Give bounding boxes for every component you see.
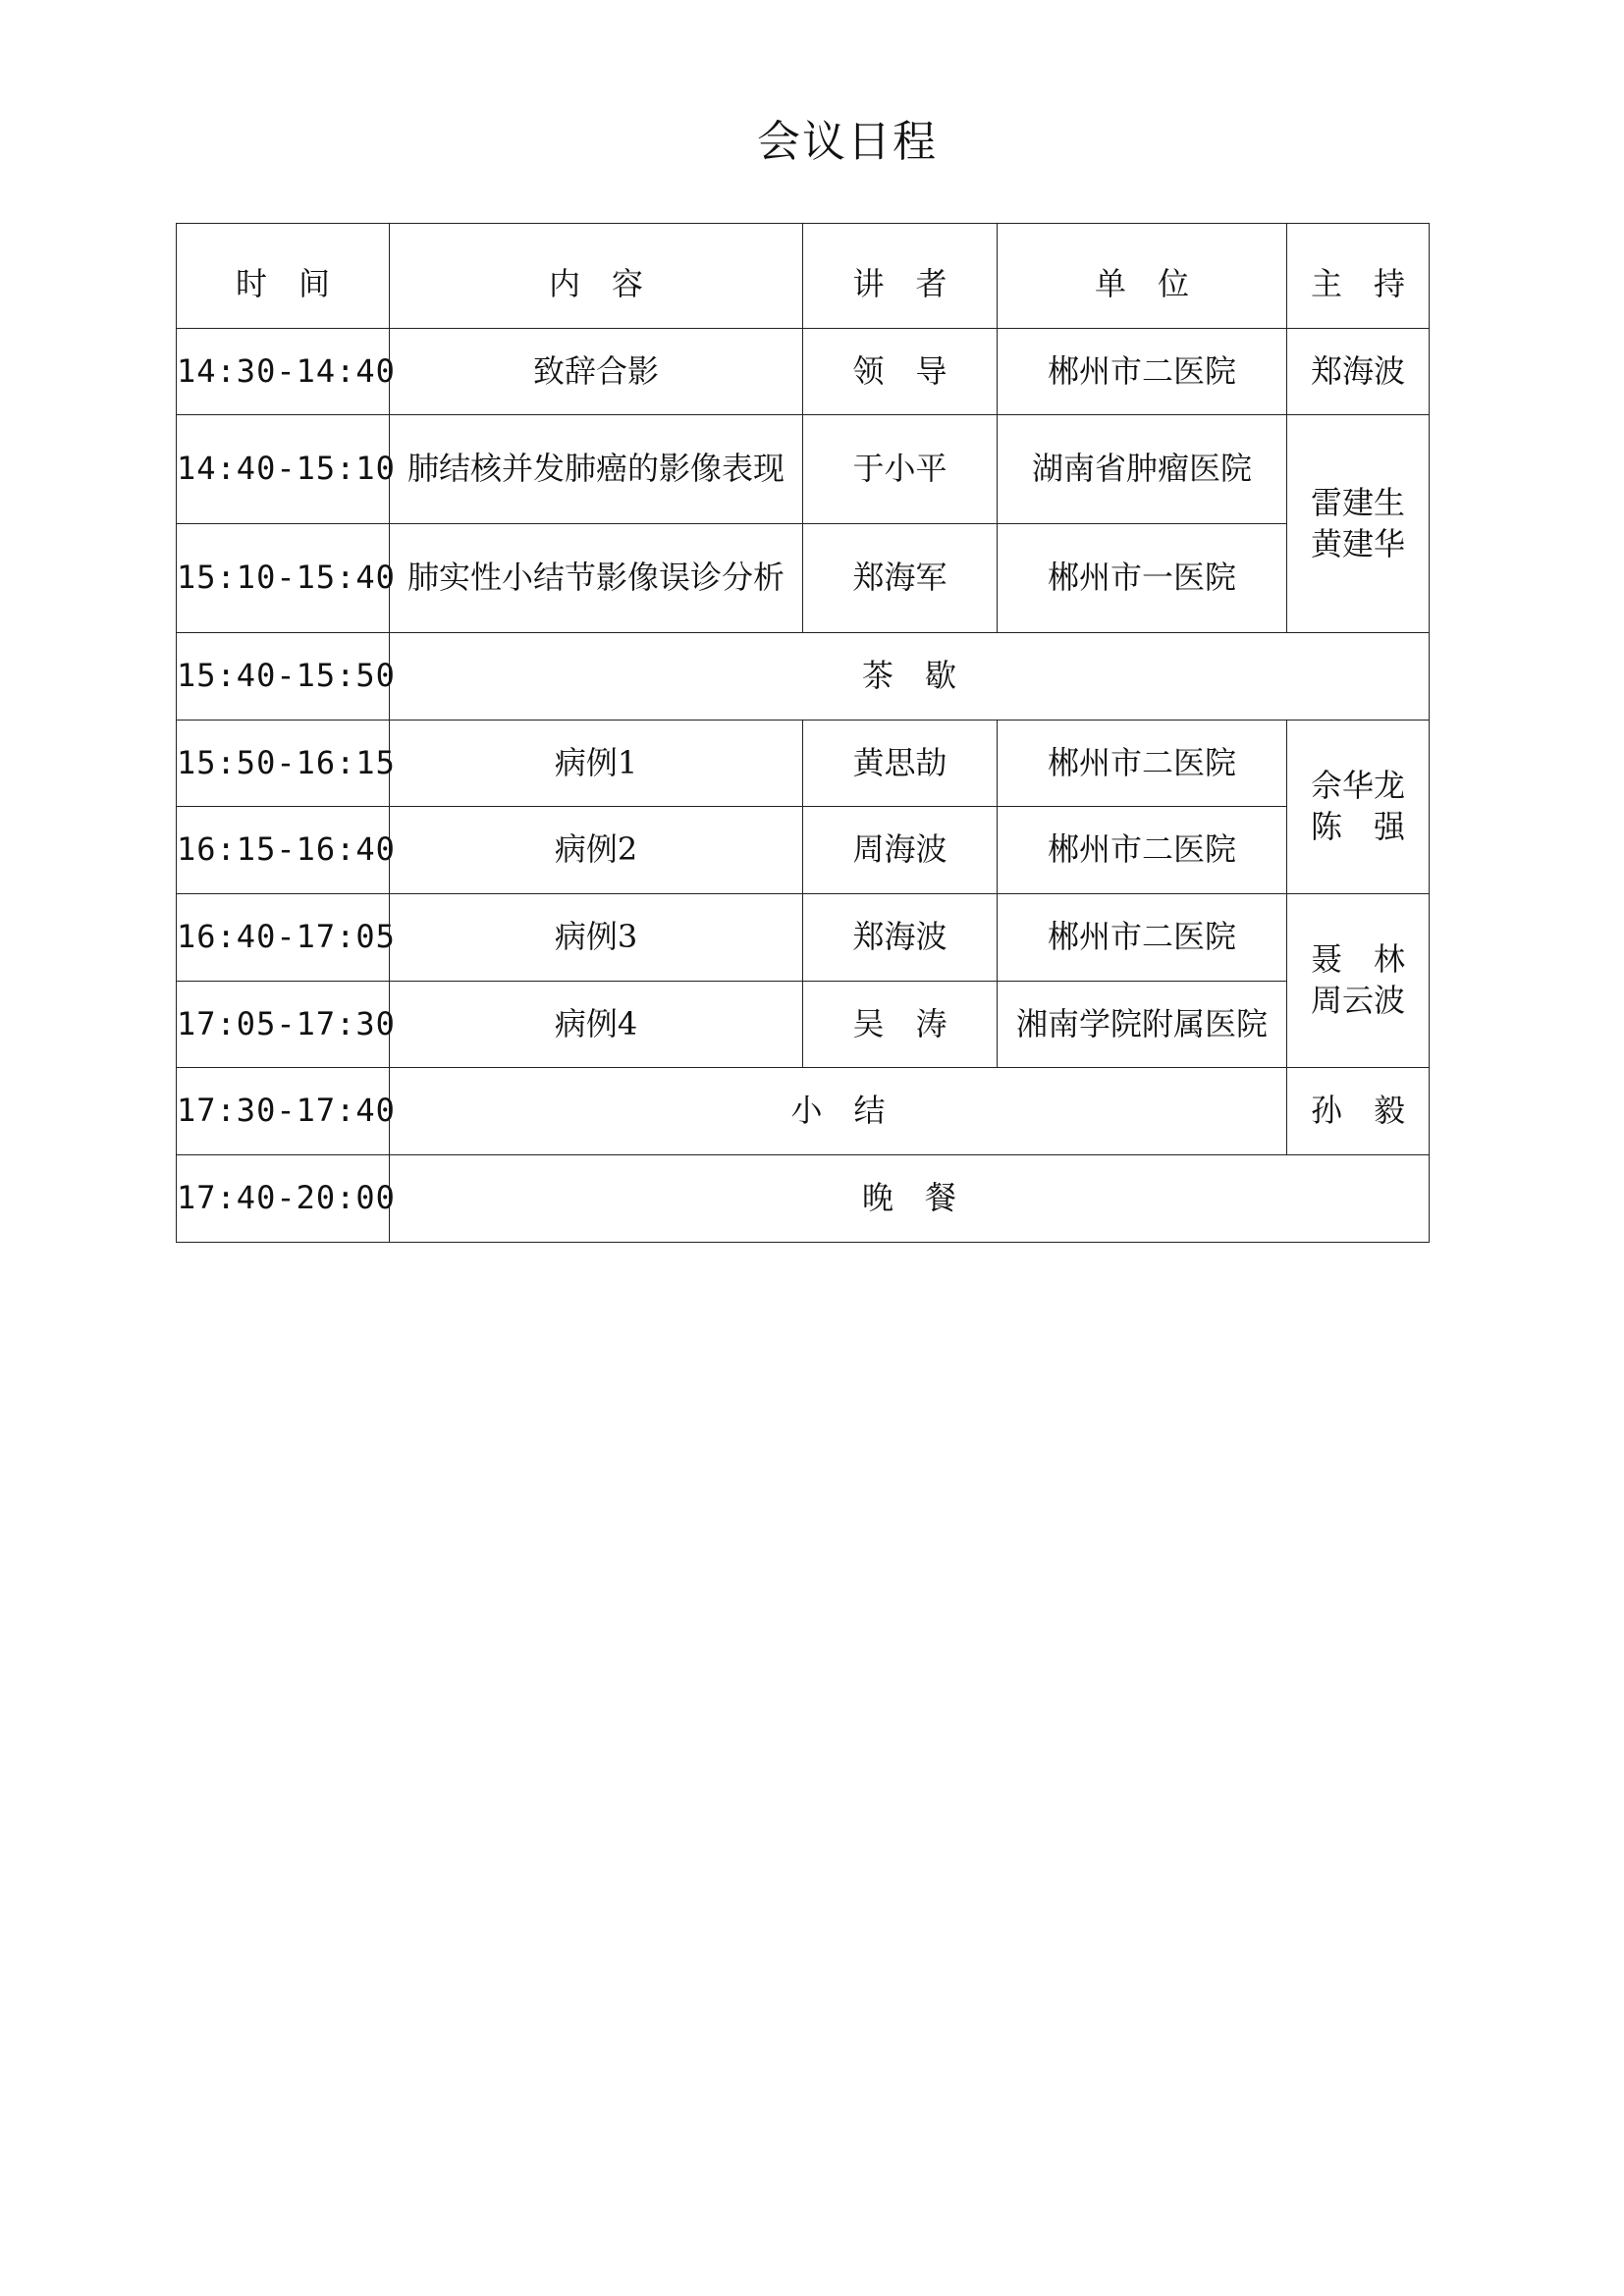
cell-content: 病例1 xyxy=(390,721,803,807)
cell-host xyxy=(1287,721,1430,894)
table-header-row xyxy=(177,224,1430,329)
cell-content: 致辞合影 xyxy=(390,329,803,415)
table-row xyxy=(177,894,1430,982)
table-row xyxy=(177,633,1430,721)
table-row xyxy=(177,329,1430,415)
cell-host xyxy=(1287,894,1430,1068)
cell-time: 16:15-16:40 xyxy=(177,807,390,894)
host-name: 聂 林 xyxy=(1310,940,1405,979)
table-row xyxy=(177,415,1430,524)
cell-unit: 郴州市二医院 xyxy=(998,894,1287,982)
table-row xyxy=(177,1068,1430,1155)
cell-unit: 郴州市二医院 xyxy=(998,807,1287,894)
host-name: 雷建生 xyxy=(1310,483,1405,521)
cell-content: 病例4 xyxy=(390,982,803,1068)
table-row xyxy=(177,982,1430,1068)
cell-content: 茶 歇 xyxy=(390,633,1430,721)
cell-time: 14:30-14:40 xyxy=(177,329,390,415)
table-row xyxy=(177,807,1430,894)
cell-time: 17:05-17:30 xyxy=(177,982,390,1068)
cell-unit: 郴州市二医院 xyxy=(998,329,1287,415)
table-row xyxy=(177,524,1430,633)
cell-unit: 郴州市二医院 xyxy=(998,721,1287,807)
cell-content: 肺实性小结节影像误诊分析 xyxy=(390,524,803,633)
cell-host xyxy=(1287,415,1430,633)
cell-time: 14:40-15:10 xyxy=(177,415,390,524)
host-name: 周云波 xyxy=(1310,982,1405,1019)
cell-unit: 湘南学院附属医院 xyxy=(998,982,1287,1068)
cell-time: 15:10-15:40 xyxy=(177,524,390,633)
cell-speaker: 周海波 xyxy=(803,807,998,894)
cell-time: 15:40-15:50 xyxy=(177,633,390,721)
cell-content: 病例3 xyxy=(390,894,803,982)
cell-time: 15:50-16:15 xyxy=(177,721,390,807)
header-time: 时 间 xyxy=(177,224,390,329)
page-title: 会议日程 xyxy=(757,117,938,167)
header-content: 内 容 xyxy=(390,224,803,329)
cell-host: 郑海波 xyxy=(1287,329,1430,415)
cell-time: 17:30-17:40 xyxy=(177,1068,390,1155)
cell-content: 病例2 xyxy=(390,807,803,894)
table-row xyxy=(177,1155,1430,1243)
cell-speaker: 于小平 xyxy=(803,415,998,524)
header-host: 主 持 xyxy=(1287,224,1430,329)
cell-content: 晚 餐 xyxy=(390,1155,1430,1243)
host-name: 佘华龙 xyxy=(1310,767,1405,805)
cell-content: 肺结核并发肺癌的影像表现 xyxy=(390,415,803,524)
host-name: 黄建华 xyxy=(1310,524,1405,562)
header-unit: 单 位 xyxy=(998,224,1287,329)
cell-speaker: 领 导 xyxy=(803,329,998,415)
cell-unit: 郴州市一医院 xyxy=(998,524,1287,633)
table-row xyxy=(177,721,1430,807)
schedule-table xyxy=(176,223,1430,1243)
cell-speaker: 郑海波 xyxy=(803,894,998,982)
cell-host: 孙 毅 xyxy=(1287,1068,1430,1155)
host-name: 陈 强 xyxy=(1310,808,1405,845)
cell-time: 16:40-17:05 xyxy=(177,894,390,982)
cell-speaker: 黄思劼 xyxy=(803,721,998,807)
cell-unit: 湖南省肿瘤医院 xyxy=(998,415,1287,524)
cell-speaker: 吴 涛 xyxy=(803,982,998,1068)
cell-content: 小 结 xyxy=(390,1068,1287,1155)
cell-time: 17:40-20:00 xyxy=(177,1155,390,1243)
header-speaker: 讲 者 xyxy=(803,224,998,329)
cell-speaker: 郑海军 xyxy=(803,524,998,633)
